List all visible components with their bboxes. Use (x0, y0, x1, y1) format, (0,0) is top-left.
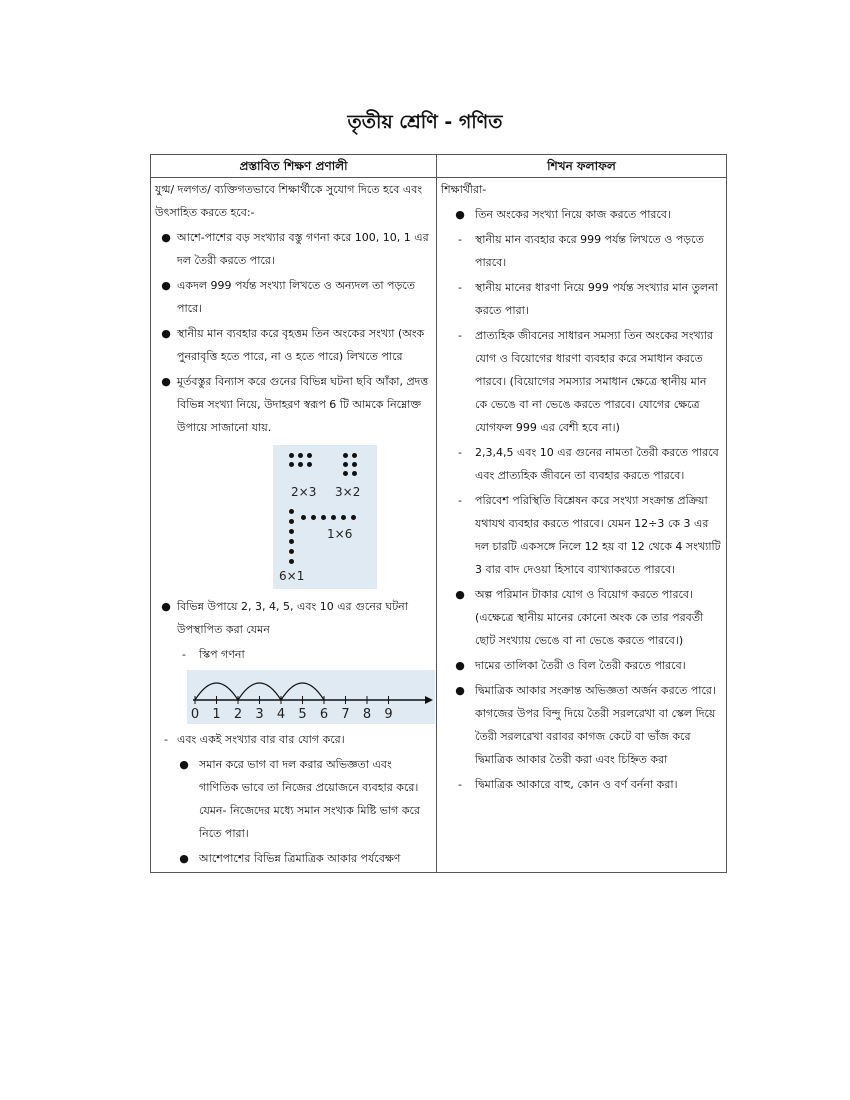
list-item (155, 322, 432, 368)
mango-dot (343, 471, 348, 476)
mango-dot (298, 453, 303, 458)
list-item (155, 595, 432, 641)
mango-dot (307, 462, 312, 467)
number-line-arrow (425, 696, 433, 704)
list-item (441, 276, 722, 322)
list-item-text: সমান করে ভাগ বা দল করার অভিজ্ঞতা এবং গাণিতিক ভাবে তা নিজের প্রয়োজনে ব্যবহার করে। যেমন- নিজেদের মধ্যে সমান সংখ্যক মিষ্টি ভাগ করে নিতে পারা। (199, 758, 421, 840)
number-line-label: 8 (362, 707, 372, 722)
mango-dot (321, 515, 326, 520)
list-item (155, 226, 432, 272)
list-item (441, 773, 722, 796)
mango-dot (311, 515, 316, 520)
number-line-label: 2 (233, 707, 243, 722)
mango-dot (352, 453, 357, 458)
mango-dot (289, 509, 294, 514)
dash-marker: - (164, 733, 168, 746)
bullet-icon: ● (455, 588, 465, 601)
bullet-icon: ● (179, 758, 189, 771)
list-item-text: পরিবেশ পরিস্থিতি বিশ্লেষন করে সংখ্যা সংক্রান্ত প্রক্রিয়া যথাযথ ব্যবহার করতে পারবে। যেমন 12÷3 কে 3 এর দল চারটি একসঙ্গে নিলে 12 হয় বা 12 থেকে 4 সংখ্যাটি 3 বার বাদ দেওয়া হিসাবে ব্যাখ্যাকরতে পারবে। (475, 494, 721, 576)
left-list-top (155, 226, 432, 439)
left-list-bottom (155, 728, 432, 870)
dash-marker: - (458, 446, 462, 459)
list-item-text: বিভিন্ন উপায়ে 2, 3, 4, 5, এবং 10 এর গুনের ঘটনা উপস্থাপিত করা যেমন (177, 600, 408, 636)
list-item-text: 2,3,4,5 এবং 10 এর গুনের নামতা তৈরী করতে পারবে এবং প্রাত্যহিক জীবনে তা ব্যবহার করতে পারবে। (475, 446, 719, 482)
list-item-text: তিন অংকের সংখ্যা নিয়ে কাজ করতে পারবে। (475, 208, 671, 221)
list-item-text: এবং একই সংখ্যার বার বার যোগ করে। (177, 733, 345, 746)
list-item-text: অল্প পরিমান টাকার যোগ ও বিয়োগ করতে পারবে।(এক্ষেত্রে স্থানীয় মানের কোনো অংক কে তার পরবর্তী ছোট সংখ্যায় ভেঙে বা না ভেঙে করতে পারবে।) (475, 588, 704, 647)
list-item-text: আশেপাশের বিভিন্ন ত্রিমাত্রিক আকার পর্যবেক্ষণ (199, 852, 401, 865)
dash-marker: - (458, 778, 462, 791)
label-3x2: 3×2 (335, 485, 361, 499)
list-item-text: দ্বিমাত্রিক আকারে বাহু, কোন ও বর্ণ বর্ননা করা। (475, 778, 678, 791)
dash-marker: - (458, 281, 462, 294)
bullet-icon: ● (161, 327, 171, 340)
list-item-text: আশে-পাশের বড় সংখ্যার বস্তু গণনা করে 100, 10, 1 এর দল তৈরী করতে পারে। (177, 231, 429, 267)
header-teaching-method: প্রস্তাবিত শিক্ষণ প্রণালী (151, 155, 437, 178)
label-2x3: 2×3 (291, 485, 317, 499)
bullet-icon: ● (161, 375, 171, 388)
left-list-mid (155, 595, 432, 666)
mango-dot (289, 519, 294, 524)
dash-marker: - (458, 494, 462, 507)
learning-outcome-cell (437, 178, 727, 873)
skip-counting-number-line (187, 670, 435, 724)
list-item (441, 489, 722, 581)
list-item (155, 847, 432, 870)
list-item-text: স্থানীয় মান ব্যবহার করে বৃহত্তম তিন অংকের সংখ্যা (অংক পুনরাবৃত্তি হতে পারে, না ও হতে পারে) লিখতে পারে (177, 327, 425, 363)
number-line-label: 0 (190, 707, 200, 722)
list-item (441, 324, 722, 439)
list-item (155, 274, 432, 320)
mango-dot (289, 549, 294, 554)
label-1x6: 1×6 (327, 527, 353, 541)
list-item-text: স্কিপ গণনা (199, 648, 245, 661)
list-item-text: স্থানীয় মানের ধারণা নিয়ে 999 পর্যন্ত সংখ্যার মান তুলনা করতে পারা। (475, 281, 718, 317)
number-line-label: 5 (298, 707, 307, 722)
curriculum-table (150, 154, 727, 873)
list-item (155, 643, 432, 666)
dash-marker: - (182, 648, 186, 661)
bullet-icon: ● (161, 600, 171, 613)
mango-dot (289, 559, 294, 564)
mango-dot (331, 515, 336, 520)
number-line-label: 9 (384, 707, 393, 722)
list-item-text: প্রাত্যহিক জীবনের সাধারন সমস্যা তিন অংকের সংখ্যার যোগ ও বিয়োগের ধারণা ব্যবহার করে সমাধান করতে পারবে। (বিয়োগের সমস্যার সমাধান ক্ষেত্রে স্থানীয় মান কে ভেঙে বা না ভেঙে করতে পারবে। যোগের ক্ষেত্রে যোগফল 999 এর বেশী হবে না।) (475, 329, 714, 434)
mango-dot (352, 471, 357, 476)
mango-dot (289, 529, 294, 534)
number-line-label: 6 (319, 707, 329, 722)
bullet-icon: ● (455, 208, 465, 221)
mango-dot (341, 515, 346, 520)
mango-dot (301, 515, 306, 520)
number-line-label: 1 (212, 707, 221, 722)
multiplication-arrangement-figure (273, 445, 377, 589)
right-list (441, 203, 722, 796)
list-item (441, 583, 722, 652)
list-item-text: দামের তালিকা তৈরী ও বিল তৈরী করতে পারবে। (475, 659, 686, 672)
mango-dot (343, 462, 348, 467)
dash-marker: - (458, 233, 462, 246)
bullet-icon: ● (455, 659, 465, 672)
page-title: তৃতীয় শ্রেণি - গণিত (347, 111, 503, 133)
bullet-icon: ● (161, 231, 171, 244)
list-item-text: দ্বিমাত্রিক আকার সংক্রান্ত অভিজ্ঞতা অর্জন করতে পারে। কাগজের উপর বিন্দু দিয়ে তৈরী সরলরেখা বা স্কেল দিয়ে তৈরী সরলরেখা বরাবর কাগজ কেটে বা ভাঁজ করে দ্বিমাত্রিক আকার তৈরী করা এবং চিহ্নিত করা (475, 684, 716, 766)
mango-dot (289, 462, 294, 467)
mango-dot (298, 462, 303, 467)
mango-dot (352, 462, 357, 467)
mango-dot (343, 453, 348, 458)
list-item-text: একদল 999 পর্যন্ত সংখ্যা লিখতে ও অন্যদল তা পড়তে পারে। (177, 279, 416, 315)
list-item (441, 654, 722, 677)
list-item (441, 679, 722, 771)
list-item (441, 203, 722, 226)
list-item (441, 441, 722, 487)
list-item-text: মূর্তবস্তুর বিন্যাস করে গুনের বিভিন্ন ঘটনা ছবি আঁকা, প্রদত্ত বিভিন্ন সংখ্যা নিয়ে, উদাহরণ স্বরূপ 6 টি আমকে নিম্নোক্ত উপায়ে সাজানো যায়. (177, 375, 429, 434)
left-intro: যুগ্ম/ দলগত/ ব্যক্তিগতভাবে শিক্ষার্থীকে সুযোগ দিতে হবে এবং উৎসাহিত করতে হবে:- (155, 183, 423, 219)
list-item (441, 228, 722, 274)
list-item (155, 728, 432, 751)
list-item (155, 753, 432, 845)
list-item (155, 370, 432, 439)
mango-dot (289, 539, 294, 544)
number-line-label: 3 (255, 707, 264, 722)
number-line-label: 4 (276, 707, 286, 722)
mango-dot (289, 453, 294, 458)
dash-marker: - (458, 329, 462, 342)
teaching-method-cell (151, 178, 437, 873)
header-learning-outcome: শিখন ফলাফল (437, 155, 727, 178)
right-intro: শিক্ষার্থীরা- (441, 183, 487, 196)
bullet-icon: ● (161, 279, 171, 292)
label-6x1: 6×1 (279, 569, 305, 583)
bullet-icon: ● (179, 852, 189, 865)
bullet-icon: ● (455, 684, 465, 697)
mango-dot (307, 453, 312, 458)
mango-dot (351, 515, 356, 520)
list-item-text: স্থানীয় মান ব্যবহার করে 999 পর্যন্ত লিখতে ও পড়তে পারবে। (475, 233, 704, 269)
number-line-label: 7 (341, 707, 350, 722)
